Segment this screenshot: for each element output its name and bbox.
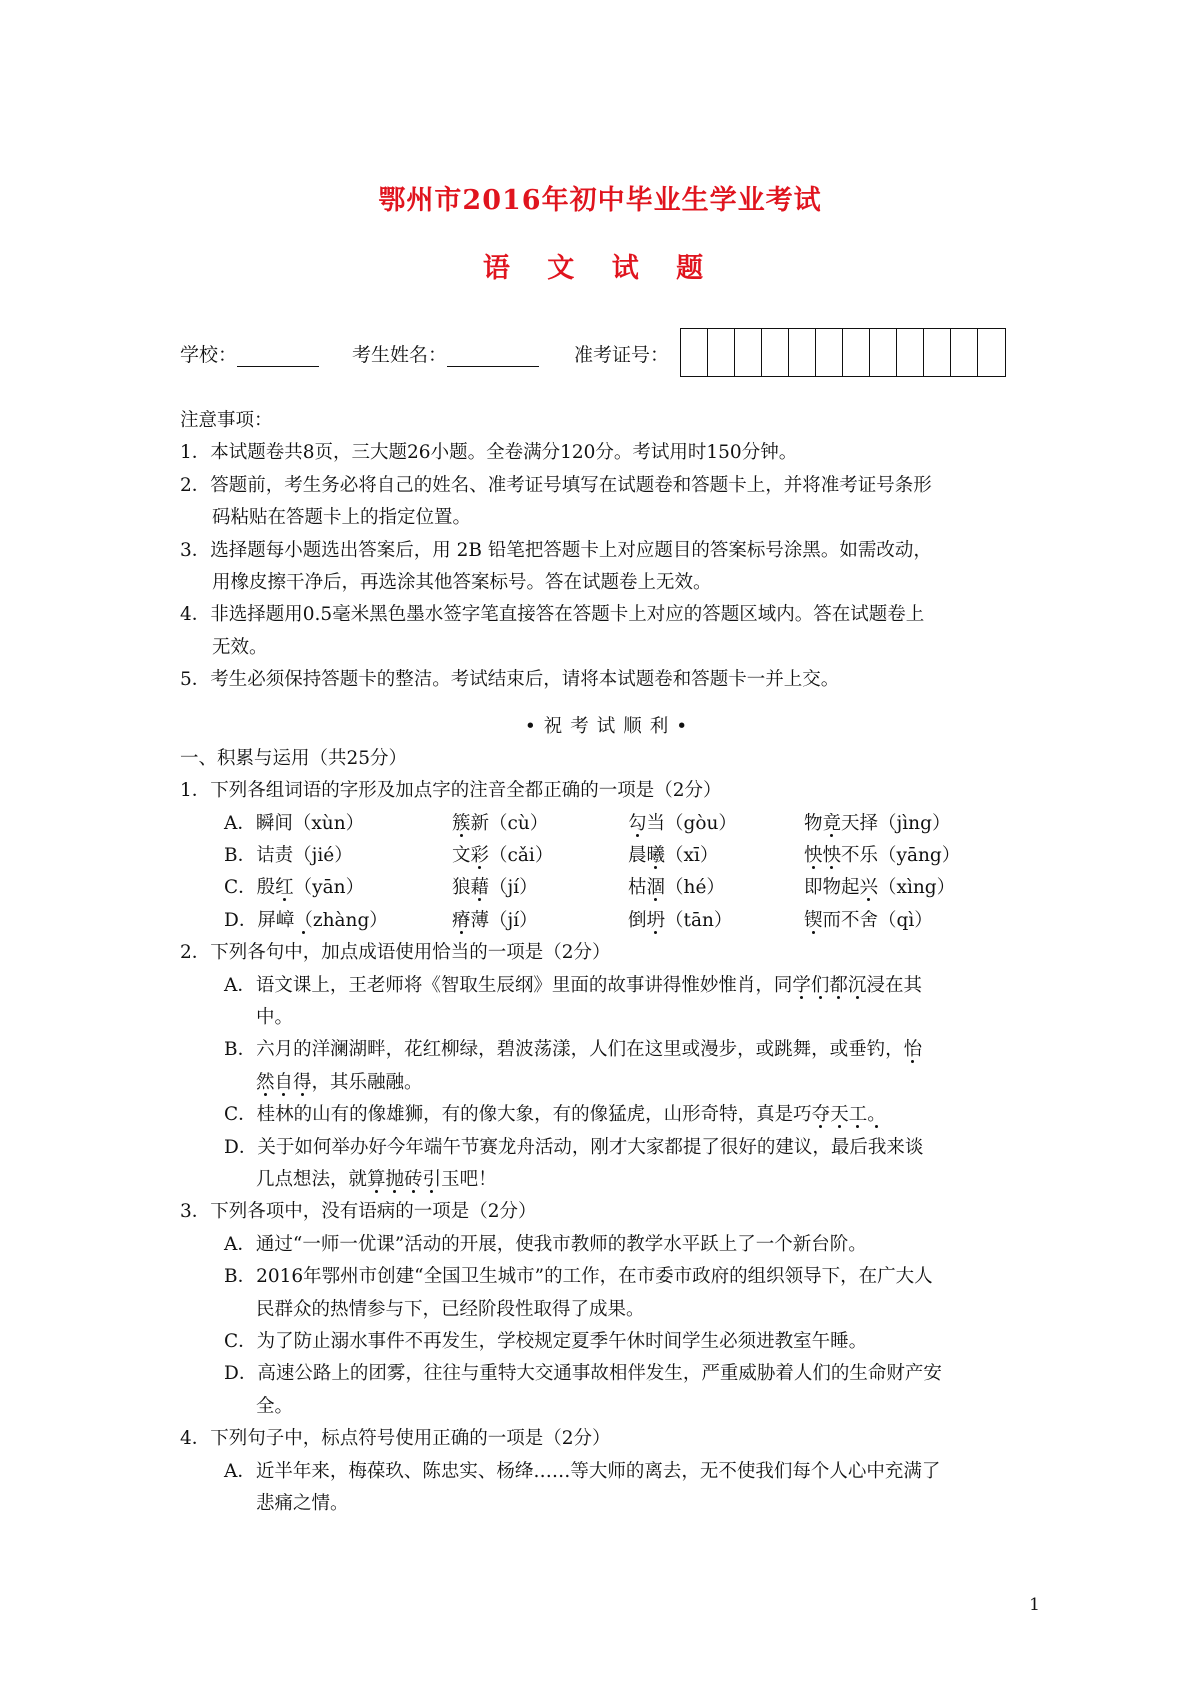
exam-number-box[interactable] — [762, 329, 789, 376]
notes-heading: 注意事项： — [180, 410, 273, 431]
q3-option-D-cont: 全。 — [256, 1395, 294, 1417]
q2-option-A: A．语文课上，王老师将《智取生辰纲》里面的故事讲得惟妙惟肖，同学们都沉浸在其 — [224, 974, 922, 996]
q2-options — [180, 970, 1040, 1197]
q1-option-cell: 晨曦（xī） — [628, 845, 719, 867]
q3-stem: 3．下列各项中，没有语病的一项是（2分） — [180, 1201, 537, 1223]
q1-option-cell: 文彩（cǎi） — [452, 845, 554, 867]
q1-option-row — [180, 840, 1040, 872]
q1-option-cell: 倒坍（tān） — [628, 909, 733, 931]
note-item-2-cont: 码粘贴在答题卡上的指定位置。 — [212, 507, 472, 529]
note-item-1: 1．本试题卷共8页，三大题26小题。全卷满分120分。考试用时150分钟。 — [180, 442, 798, 464]
note-item-4-cont: 无效。 — [212, 636, 268, 658]
q2-option-D: D．关于如何举办好今年端午节赛龙舟活动，刚才大家都提了很好的建议，最后我来谈 — [224, 1136, 924, 1158]
q3-options — [180, 1229, 1040, 1423]
q1-options — [180, 808, 1040, 938]
exam-number-box[interactable] — [708, 329, 735, 376]
exam-number-box[interactable] — [870, 329, 897, 376]
q1-option-cell: 簇新（cù） — [452, 812, 549, 834]
exam-number-box[interactable] — [951, 329, 978, 376]
q3-option-B-cont: 民群众的热情参与下，已经阶段性取得了成果。 — [256, 1298, 645, 1320]
exam-number-box[interactable] — [681, 329, 708, 376]
exam-number-box[interactable] — [816, 329, 843, 376]
section1-heading: 一、积累与运用（共25分） — [180, 747, 408, 769]
exam-title: 鄂州市2016年初中毕业生学业考试 — [378, 185, 822, 216]
q4-options — [180, 1456, 1040, 1521]
exam-number-box[interactable] — [924, 329, 951, 376]
q1-option-cell: 即物起兴（xìng） — [804, 877, 956, 899]
q1-option-cell: C．殷红（yān） — [224, 877, 365, 899]
q1-option-cell: 枯涸（hé） — [628, 877, 725, 899]
q1-option-cell: 锲而不舍（qì） — [804, 909, 933, 931]
candidate-info-row — [180, 328, 1040, 378]
school-field[interactable] — [180, 340, 319, 367]
q1-option-cell: B．诘责（jié） — [224, 845, 353, 867]
page-number: 1 — [1029, 1595, 1040, 1615]
blessing-line: •祝考试顺利• — [524, 715, 696, 737]
q1-option-row — [180, 872, 1040, 904]
q1-option-cell: A．瞬间（xùn） — [224, 812, 365, 834]
q3-option-C: C．为了防止溺水事件不再发生，学校规定夏季午休时间学生必须进教室午睡。 — [224, 1330, 868, 1352]
q3-option-B: B．2016年鄂州市创建“全国卫生城市”的工作，在市委市政府的组织领导下，在广大人 — [224, 1266, 933, 1288]
q2-option-A-cont: 中。 — [256, 1007, 294, 1029]
exam-number-box[interactable] — [978, 329, 1005, 376]
q2-option-B-cont: 然自得，其乐融融。 — [256, 1071, 423, 1093]
q1-option-cell: 瘠薄（jí） — [452, 909, 538, 931]
q2-option-D-cont: 几点想法，就算抛砖引玉吧！ — [256, 1168, 497, 1190]
exam-number-box[interactable] — [789, 329, 816, 376]
name-blank[interactable] — [447, 348, 539, 367]
q1-option-cell: 勾当（gòu） — [628, 812, 737, 834]
note-item-4: 4．非选择题用0.5毫米黑色墨水签字笔直接答在答题卡上对应的答题区域内。答在试题卷上 — [180, 604, 925, 626]
note-item-5: 5．考生必须保持答题卡的整洁。考试结束后，请将本试题卷和答题卡一并上交。 — [180, 669, 840, 691]
q1-option-cell: D．屏嶂（zhàng） — [224, 909, 388, 931]
exam-body — [180, 405, 1040, 1520]
q1-option-row — [180, 905, 1040, 937]
q1-option-cell: 物竟天择（jìng） — [804, 812, 951, 834]
q1-option-cell: 怏怏不乐（yāng） — [804, 845, 961, 867]
note-item-2: 2．答题前，考生务必将自己的姓名、准考证号填写在试题卷和答题卡上，并将准考证号条形 — [180, 474, 932, 496]
exam-number-boxes[interactable] — [680, 328, 1006, 377]
q4-stem: 4．下列句子中，标点符号使用正确的一项是（2分） — [180, 1428, 611, 1450]
exam-number-box[interactable] — [735, 329, 762, 376]
q2-option-B: B．六月的洋澜湖畔，花红柳绿，碧波荡漾，人们在这里或漫步，或跳舞，或垂钓，怡 — [224, 1039, 923, 1061]
school-blank[interactable] — [237, 348, 319, 367]
note-item-3-cont: 用橡皮擦干净后，再选涂其他答案标号。答在试题卷上无效。 — [212, 571, 712, 593]
notes-list — [180, 437, 1040, 696]
school-label: 学校： — [180, 344, 238, 366]
exam-number-box[interactable] — [843, 329, 870, 376]
q1-option-cell: 狼藉（jí） — [452, 877, 538, 899]
exam-number-box[interactable] — [897, 329, 924, 376]
q3-option-D: D．高速公路上的团雾，往往与重特大交通事故相伴发生，严重威胁着人们的生命财产安 — [224, 1363, 942, 1385]
q3-option-A: A．通过“一师一优课”活动的开展，使我市教师的教学水平跃上了一个新台阶。 — [224, 1233, 867, 1255]
name-field[interactable] — [352, 340, 539, 367]
exam-subtitle: 语 文 试 题 — [482, 253, 718, 284]
q2-stem: 2．下列各句中，加点成语使用恰当的一项是（2分） — [180, 942, 611, 964]
q4-option-A: A．近半年来，梅葆玖、陈忠实、杨绛……等大师的离去，无不使我们每个人心中充满了 — [224, 1460, 941, 1482]
q2-option-C: C．桂林的山有的像雄狮，有的像大象，有的像猛虎，山形奇特，真是巧夺天工。 — [224, 1104, 886, 1126]
name-label: 考生姓名： — [352, 344, 448, 366]
exam-no-label: 准考证号： — [574, 344, 670, 366]
note-item-3: 3．选择题每小题选出答案后，用 2B 铅笔把答题卡上对应题目的答案标号涂黑。如需改动， — [180, 539, 932, 561]
q1-option-row — [180, 808, 1040, 840]
q4-option-A-cont: 悲痛之情。 — [256, 1492, 349, 1514]
q1-stem: 1．下列各组词语的字形及加点字的注音全都正确的一项是（2分） — [180, 780, 722, 802]
